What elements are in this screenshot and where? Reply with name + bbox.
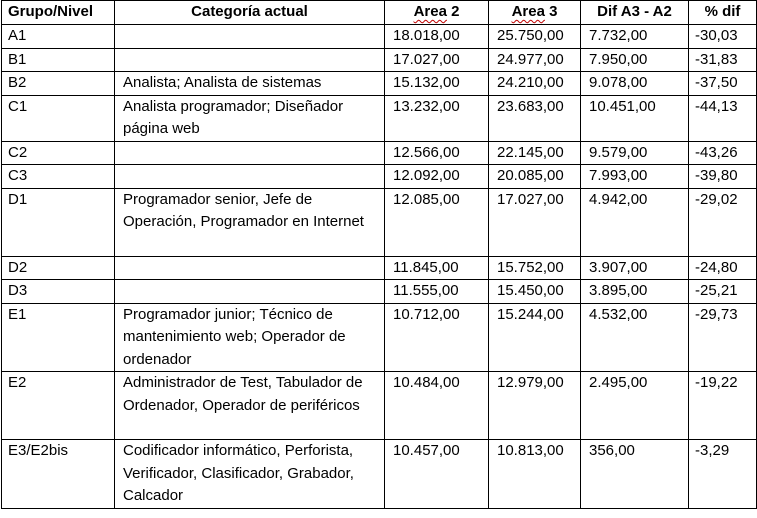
- cell-categoria-actual: [115, 48, 385, 72]
- header-area-2-word: Area: [413, 3, 447, 20]
- cell-dif-a3-a2: 3.907,00: [581, 256, 689, 280]
- cell-dif-a3-a2: 9.078,00: [581, 72, 689, 96]
- cell-categoria-actual: [115, 165, 385, 189]
- header-area-2: [385, 1, 489, 25]
- cell-area-2: 11.845,00: [385, 256, 489, 280]
- table-body: [2, 25, 757, 509]
- cell-area-3: 17.027,00: [489, 188, 581, 256]
- cell-area-2: 15.132,00: [385, 72, 489, 96]
- salary-table: [1, 0, 757, 509]
- cell-grupo-nivel: E2: [2, 372, 115, 440]
- table-row: [2, 141, 757, 165]
- cell-area-3: 12.979,00: [489, 372, 581, 440]
- table-row: [2, 256, 757, 280]
- header-pct-dif: % dif: [689, 1, 757, 25]
- table-row: [2, 372, 757, 440]
- cell-pct-dif: -24,80: [689, 256, 757, 280]
- header-area-3: [489, 1, 581, 25]
- table-row: [2, 48, 757, 72]
- cell-area-2: 10.457,00: [385, 440, 489, 509]
- cell-area-2: 10.484,00: [385, 372, 489, 440]
- cell-area-3: 15.752,00: [489, 256, 581, 280]
- cell-pct-dif: -30,03: [689, 25, 757, 49]
- cell-dif-a3-a2: 9.579,00: [581, 141, 689, 165]
- cell-grupo-nivel: C1: [2, 95, 115, 141]
- cell-grupo-nivel: A1: [2, 25, 115, 49]
- cell-dif-a3-a2: 7.732,00: [581, 25, 689, 49]
- header-grupo-nivel: Grupo/Nivel: [2, 1, 115, 25]
- cell-pct-dif: -44,13: [689, 95, 757, 141]
- cell-dif-a3-a2: 4.942,00: [581, 188, 689, 256]
- cell-dif-a3-a2: 7.993,00: [581, 165, 689, 189]
- cell-grupo-nivel: C2: [2, 141, 115, 165]
- cell-grupo-nivel: D1: [2, 188, 115, 256]
- cell-categoria-actual: Programador senior, Jefe de Operación, Programador en Internet: [115, 188, 385, 256]
- cell-categoria-actual: [115, 141, 385, 165]
- cell-grupo-nivel: E1: [2, 303, 115, 372]
- cell-grupo-nivel: C3: [2, 165, 115, 189]
- cell-area-3: 10.813,00: [489, 440, 581, 509]
- table-row: [2, 95, 757, 141]
- cell-categoria-actual: [115, 256, 385, 280]
- cell-pct-dif: -37,50: [689, 72, 757, 96]
- cell-pct-dif: -29,73: [689, 303, 757, 372]
- cell-grupo-nivel: D3: [2, 280, 115, 304]
- header-area-2-number: 2: [446, 3, 460, 20]
- cell-pct-dif: -19,22: [689, 372, 757, 440]
- cell-categoria-actual: [115, 280, 385, 304]
- cell-pct-dif: -29,02: [689, 188, 757, 256]
- cell-area-3: 15.450,00: [489, 280, 581, 304]
- cell-area-3: 24.977,00: [489, 48, 581, 72]
- cell-categoria-actual: Codificador informático, Perforista, Verificador, Clasificador, Grabador, Calcador: [115, 440, 385, 509]
- table-row: [2, 188, 757, 256]
- table-row: [2, 165, 757, 189]
- cell-pct-dif: -43,26: [689, 141, 757, 165]
- table-row: [2, 303, 757, 372]
- cell-pct-dif: -25,21: [689, 280, 757, 304]
- cell-area-3: 22.145,00: [489, 141, 581, 165]
- cell-area-2: 13.232,00: [385, 95, 489, 141]
- cell-dif-a3-a2: 10.451,00: [581, 95, 689, 141]
- cell-dif-a3-a2: 4.532,00: [581, 303, 689, 372]
- header-categoria-actual: Categoría actual: [115, 1, 385, 25]
- table-row: [2, 72, 757, 96]
- cell-categoria-actual: [115, 25, 385, 49]
- cell-area-2: 12.566,00: [385, 141, 489, 165]
- header-area-3-number: 3: [544, 3, 558, 20]
- cell-categoria-actual: Administrador de Test, Tabulador de Ordenador, Operador de periféricos: [115, 372, 385, 440]
- header-row: [2, 1, 757, 25]
- cell-area-2: 12.085,00: [385, 188, 489, 256]
- cell-area-3: 24.210,00: [489, 72, 581, 96]
- cell-area-3: 15.244,00: [489, 303, 581, 372]
- cell-dif-a3-a2: 2.495,00: [581, 372, 689, 440]
- header-area-3-word: Area: [511, 3, 545, 20]
- cell-categoria-actual: Programador junior; Técnico de mantenimiento web; Operador de ordenador: [115, 303, 385, 372]
- header-dif-a3-a2: Dif A3 - A2: [581, 1, 689, 25]
- table-row: [2, 25, 757, 49]
- cell-area-3: 25.750,00: [489, 25, 581, 49]
- cell-area-2: 12.092,00: [385, 165, 489, 189]
- cell-categoria-actual: Analista programador; Diseñador página web: [115, 95, 385, 141]
- cell-pct-dif: -39,80: [689, 165, 757, 189]
- cell-grupo-nivel: D2: [2, 256, 115, 280]
- cell-dif-a3-a2: 3.895,00: [581, 280, 689, 304]
- cell-area-2: 10.712,00: [385, 303, 489, 372]
- cell-grupo-nivel: B1: [2, 48, 115, 72]
- cell-grupo-nivel: B2: [2, 72, 115, 96]
- cell-area-2: 17.027,00: [385, 48, 489, 72]
- cell-pct-dif: -31,83: [689, 48, 757, 72]
- cell-categoria-actual: Analista; Analista de sistemas: [115, 72, 385, 96]
- cell-dif-a3-a2: 7.950,00: [581, 48, 689, 72]
- cell-area-2: 18.018,00: [385, 25, 489, 49]
- cell-dif-a3-a2: 356,00: [581, 440, 689, 509]
- cell-area-3: 20.085,00: [489, 165, 581, 189]
- cell-grupo-nivel: E3/E2bis: [2, 440, 115, 509]
- table-row: [2, 440, 757, 509]
- cell-area-3: 23.683,00: [489, 95, 581, 141]
- cell-pct-dif: -3,29: [689, 440, 757, 509]
- table-row: [2, 280, 757, 304]
- cell-area-2: 11.555,00: [385, 280, 489, 304]
